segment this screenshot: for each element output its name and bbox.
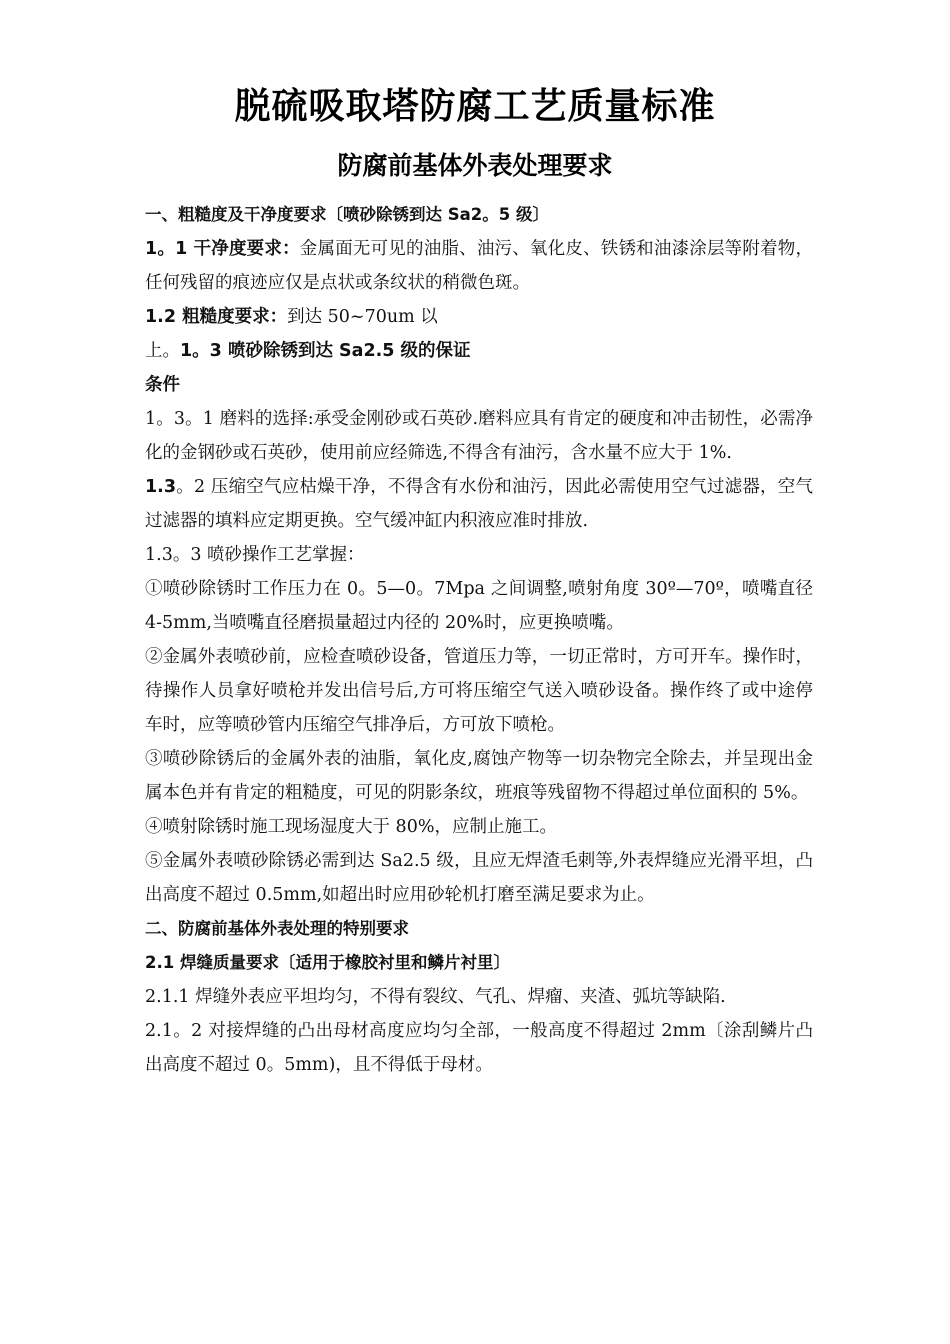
section-2-heading: 二、防腐前基体外表处理的特别要求 bbox=[145, 919, 409, 938]
section-1-heading: 一、粗糙度及干净度要求〔喷砂除锈到达 Sa2。5 级〕 bbox=[145, 205, 549, 224]
item-1-2-label: 1.2 粗糙度要求： bbox=[145, 307, 288, 327]
point-3: ③喷砂除锈后的金属外表的油脂，氧化皮,腐蚀产物等一切杂物完全除去，并呈现出金属本色并有肯定的粗糙度，可见的阴影条纹，班痕等残留物不得超过单位面积的 5%。 bbox=[145, 749, 813, 803]
paragraph-1-2 bbox=[145, 300, 813, 334]
item-1-3-2-text: 。2 压缩空气应枯燥干净，不得含有水份和油污，因此必需使用空气过滤器，空气过滤器的填料应定期更换。空气缓冲缸内积液应准时排放. bbox=[145, 477, 813, 531]
item-1-3-label-cont: 条件 bbox=[145, 375, 180, 395]
item-1-1-label: 1。1 干净度要求： bbox=[145, 239, 300, 259]
item-1-2-text: 到达 50~70um 以 bbox=[287, 307, 438, 327]
document-subtitle: 防腐前基体外表处理要求 bbox=[337, 151, 613, 180]
document-body bbox=[145, 198, 813, 1082]
paragraph-1-1 bbox=[145, 232, 813, 300]
point-2: ②金属外表喷砂前，应检查喷砂设备，管道压力等，一切正常时，方可开车。操作时，待操作人员拿好喷枪并发出信号后,方可将压缩空气送入喷砂设备。操作终了或中途停车时，应等喷砂管内压缩空气排净后，方可放下喷枪。 bbox=[145, 647, 813, 735]
paragraph-1-3-3: 1.3。3 喷砂操作工艺掌握： bbox=[145, 545, 365, 565]
point-5: ⑤金属外表喷砂除锈必需到达 Sa2.5 级，且应无焊渣毛刺等,外表焊缝应光滑平坦，凸出高度不超过 0.5mm,如超出时应用砂轮机打磨至满足要求为止。 bbox=[145, 851, 813, 905]
item-2-1-1: 2.1.1 焊缝外表应平坦均匀，不得有裂纹、气孔、焊瘤、夹渣、弧坑等缺陷. bbox=[145, 987, 726, 1007]
item-2-1-2: 2.1。2 对接焊缝的凸出母材高度应均匀全部，一般高度不得超过 2mm〔涂刮鳞片凸出高度不超过 0。5mm)，且不得低于母材。 bbox=[145, 1021, 813, 1075]
point-4: ④喷射除锈时施工现场湿度大于 80%，应制止施工。 bbox=[145, 817, 557, 837]
item-1-3-label: 1。3 喷砂除锈到达 Sa2.5 级的保证 bbox=[180, 341, 471, 361]
document-title: 脱硫吸取塔防腐工艺质量标准 bbox=[234, 86, 716, 127]
paragraph-1-3-2 bbox=[145, 470, 813, 538]
paragraph-1-3 bbox=[145, 334, 813, 368]
item-1-3-2-label: 1.3 bbox=[145, 477, 177, 497]
item-1-3-prefix: 上。 bbox=[145, 341, 180, 361]
item-2-1: 2.1 焊缝质量要求〔适用于橡胶衬里和鳞片衬里〕 bbox=[145, 953, 510, 972]
point-1: ①喷砂除锈时工作压力在 0。5—0。7Mpa 之间调整,喷射角度 30º—70º，喷嘴直径 4-5mm,当喷嘴直径磨损量超过内径的 20%时，应更换喷嘴。 bbox=[145, 579, 813, 633]
item-1-1-text: 金属面无可见的油脂、油污、氧化皮、铁锈和油漆涂层等附着物，任何残留的痕迹应仅是点状或条纹状的稍微色斑。 bbox=[145, 239, 813, 293]
paragraph-1-3-1: 1。3。1 磨料的选择:承受金刚砂或石英砂.磨料应具有肯定的硬度和冲击韧性，必需净化的金钢砂或石英砂，使用前应经筛选,不得含有油污，含水量不应大于 1%. bbox=[145, 409, 813, 463]
